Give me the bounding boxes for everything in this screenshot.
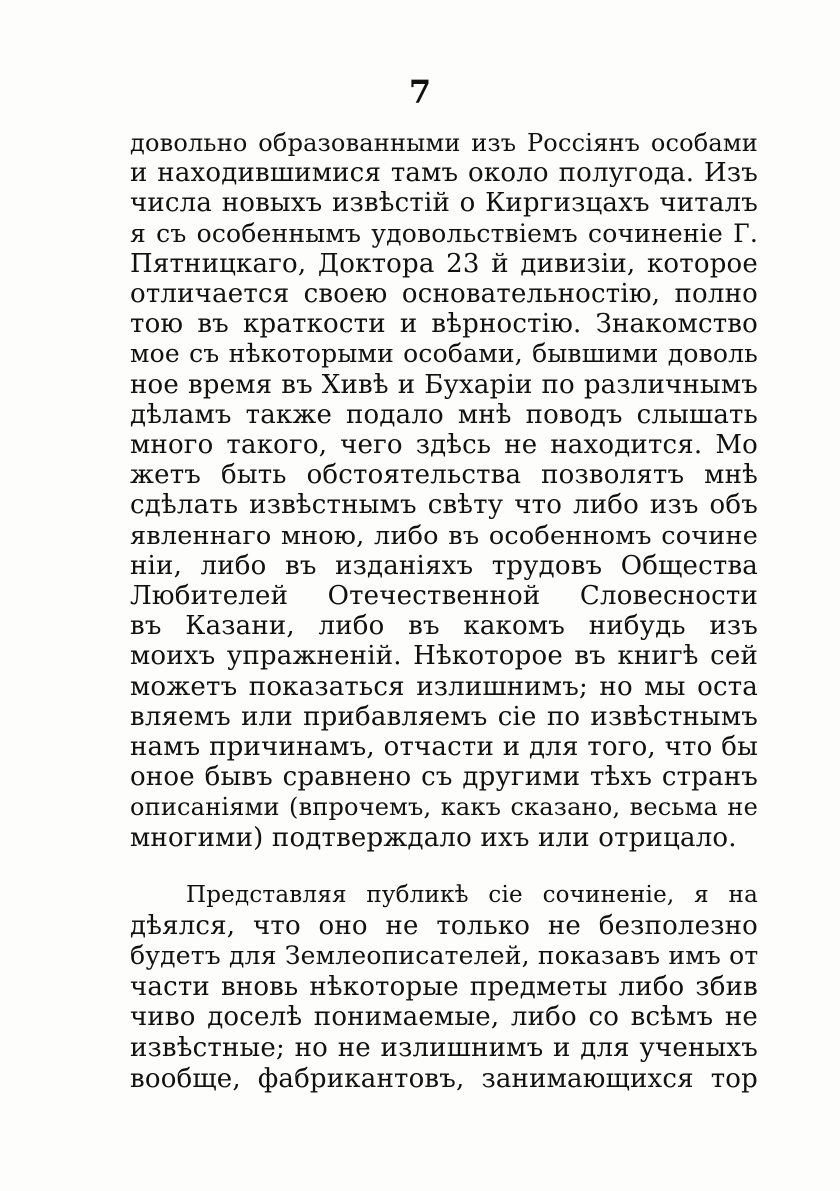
text-line: и находившимися тамъ около полугода. Изъ [130,158,758,189]
text-line: довольно образованными изъ Россіянъ особами [130,129,758,157]
text-line: намъ причинамъ, отчасти и для того, что бы [130,732,758,763]
text-line: сдѣлать извѣстнымъ свѣту что либо изъ объ [130,490,758,521]
text-line: ное время въ Хивѣ и Бухаріи по различнымъ [130,369,758,400]
text-line: отличается своею основательностію, полно [130,279,758,310]
text-line: Представляя публикѣ сіе сочиненіе, я на [186,882,758,908]
text-line: тою въ краткости и вѣрностію. Знакомство [130,309,758,340]
text-line: вообще, фабрикантовъ, занимающихся тор [130,1063,758,1094]
text-line: будетъ для Землеописателей, показавъ имъ от [130,941,759,971]
text-line: извѣстные; но не излишнимъ и для ученыхъ [130,1032,758,1063]
paragraph-2 [130,880,758,1094]
text-line: Пятницкаго, Доктора 23 й дивизіи, которое [130,248,758,279]
text-line: части вновь нѣкоторые предметы либо збив [130,971,758,1002]
text-line: я съ особеннымъ удовольствіемъ сочиненіе Г. [130,218,758,248]
text-line: описаніями (впрочемъ, какъ сказано, весьма не [130,793,758,822]
text-line: можетъ показаться излишнимъ; но мы оста [130,671,758,702]
page-number: 7 [408,73,432,111]
text-line: чиво доселѣ понимаемые, либо со всѣмъ не [130,1002,758,1033]
text-line: жетъ быть обстоятельства позволятъ мнѣ [130,460,758,491]
text-line: много такого, чего здѣсь не находится. Мо [130,430,758,461]
text-line: дѣялся, что оно не только не безполезно [130,910,758,941]
text-line: Любителей Отечественной Словесности [130,581,758,612]
text-line: дѣламъ также подало мнѣ поводъ слышать [130,399,758,430]
text-line: оное бывъ сравнено съ другими тѣхъ странъ [130,762,758,793]
text-line: ніи, либо въ изданіяхъ трудовъ Общества [130,550,758,581]
text-line: вляемъ или прибавляемъ сіе по извѣстнымъ [130,701,758,732]
text-line: многими) подтверждало ихъ или отрицало. [130,822,737,853]
text-line: явленнаго мною, либо въ особенномъ сочине [130,520,758,551]
text-line: въ Казани, либо въ какомъ нибудь изъ [130,611,758,642]
paragraph-1 [130,128,758,853]
text-line: моихъ упражненій. Нѣкоторое въ книгѣ сей [130,641,758,672]
text-line: мое съ нѣкоторыми особами, бывшими доволь [130,339,758,369]
text-line: числа новыхъ извѣстій о Киргизцахъ читалъ [130,188,758,219]
